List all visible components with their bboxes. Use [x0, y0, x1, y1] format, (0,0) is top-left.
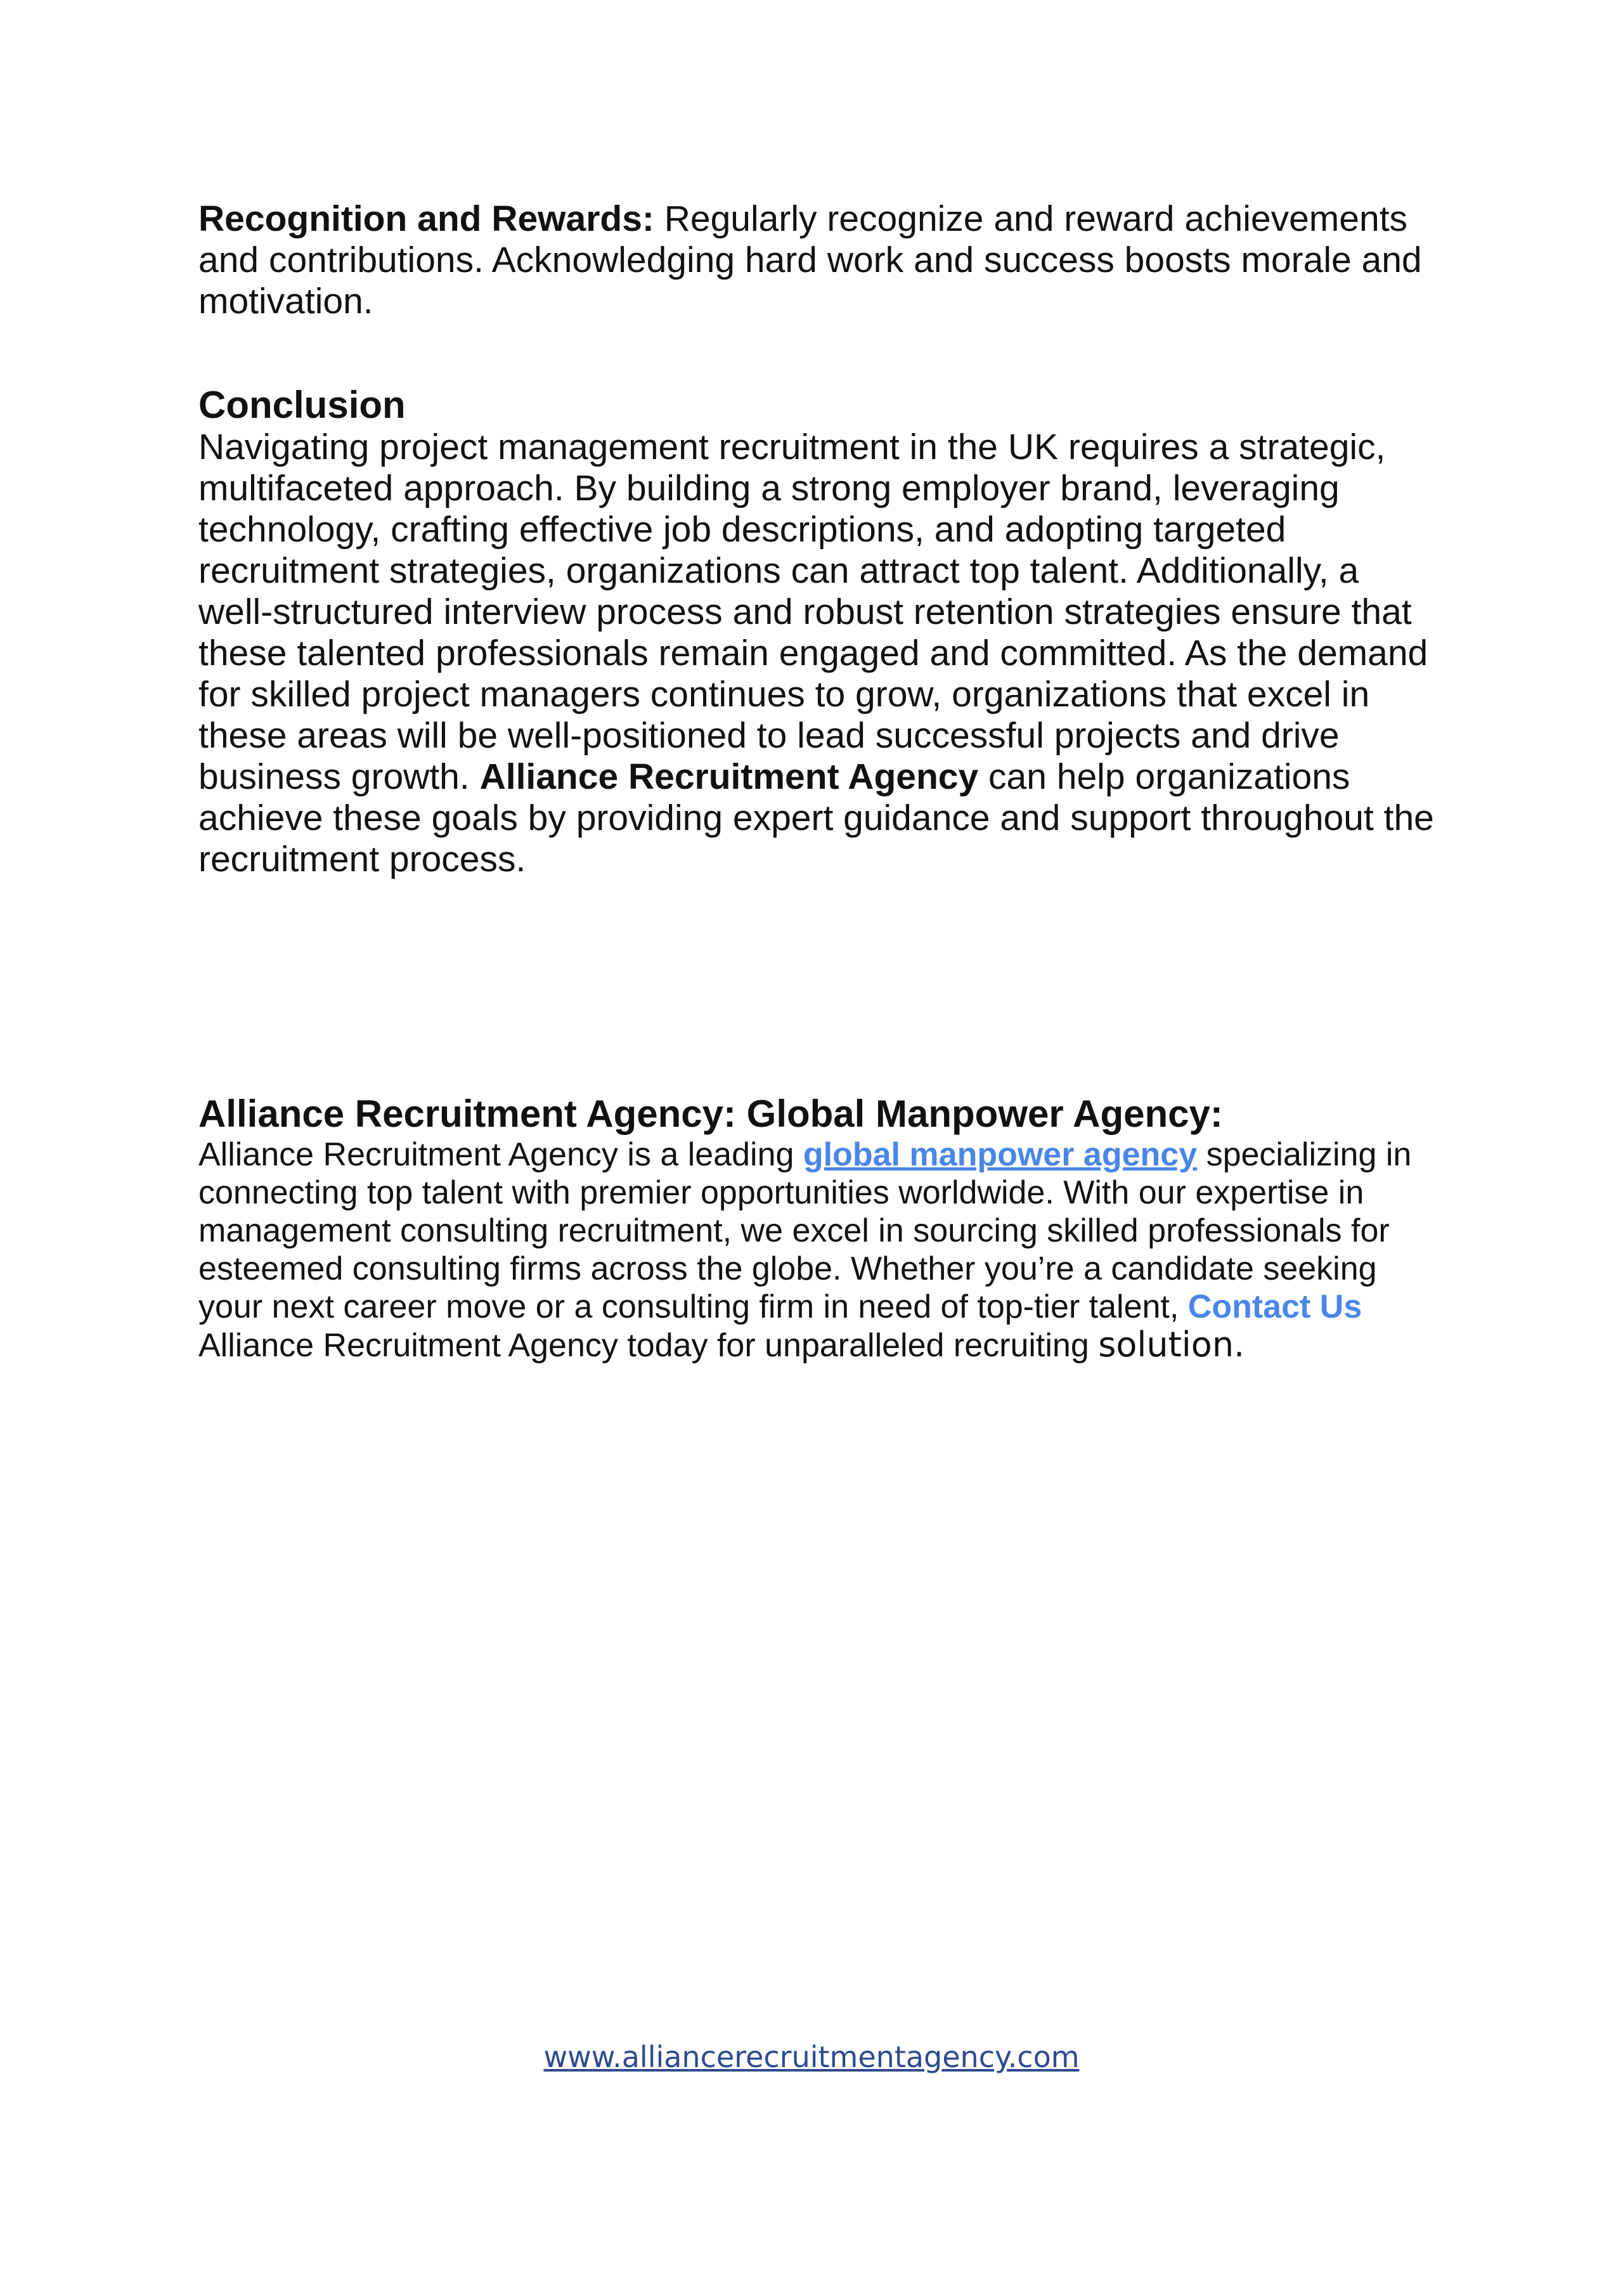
alliance-text-2: specializing in connecting top talent with premier opportunities worldwide. With our expertise in management consulting recruitment, we excel in sourcing skilled professionals for esteemed consulting firms across the globe. Whether you’re a candidate seeking your next career move or a consulting firm in need of top-tier talent,: [198, 1136, 1412, 1325]
alliance-agency-section: [198, 1093, 1441, 1365]
conclusion-section: [198, 384, 1441, 880]
recognition-rewards-paragraph: [198, 198, 1441, 322]
alliance-solution-word: solution.: [1098, 1325, 1245, 1365]
recognition-rewards-section: [198, 198, 1441, 322]
contact-us-link[interactable]: Contact Us: [1187, 1288, 1362, 1325]
alliance-agency-heading: Alliance Recruitment Agency: Global Manpower Agency:: [198, 1093, 1223, 1135]
conclusion-heading: Conclusion: [198, 384, 406, 426]
alliance-agency-paragraph: [198, 1136, 1441, 1365]
conclusion-agency-name: Alliance Recruitment Agency: [479, 756, 979, 797]
recognition-rewards-label: Recognition and Rewards:: [198, 198, 654, 239]
recognition-rewards-text: Regularly recognize and reward achievements and contributions. Acknowledging hard work and success boosts morale and motivation.: [198, 198, 1422, 321]
conclusion-text-before: Navigating project management recruitment in the UK requires a strategic, multifaceted approach. By building a strong employer brand, leveraging technology, crafting effective job descriptions, and adopting targeted recruitment strategies, organizations can attract top talent. Additionally, a well-structured interview process and robust retention strategies ensure that these talented professionals remain engaged and committed. As the demand for skilled project managers continues to grow, organizations that excel in these areas will be well-positioned to lead successful projects and drive business growth.: [198, 427, 1428, 797]
conclusion-text-after: can help organizations achieve these goals by providing expert guidance and support throughout the recruitment process.: [198, 756, 1434, 879]
conclusion-paragraph: [198, 427, 1441, 880]
footer-website-link[interactable]: www.alliancerecruitmentagency.com: [543, 2040, 1080, 2074]
global-manpower-agency-link[interactable]: global manpower agency: [803, 1136, 1198, 1173]
alliance-text-1: Alliance Recruitment Agency is a leading: [198, 1136, 803, 1173]
alliance-text-3: Alliance Recruitment Agency today for unparalleled recruiting: [198, 1327, 1099, 1364]
